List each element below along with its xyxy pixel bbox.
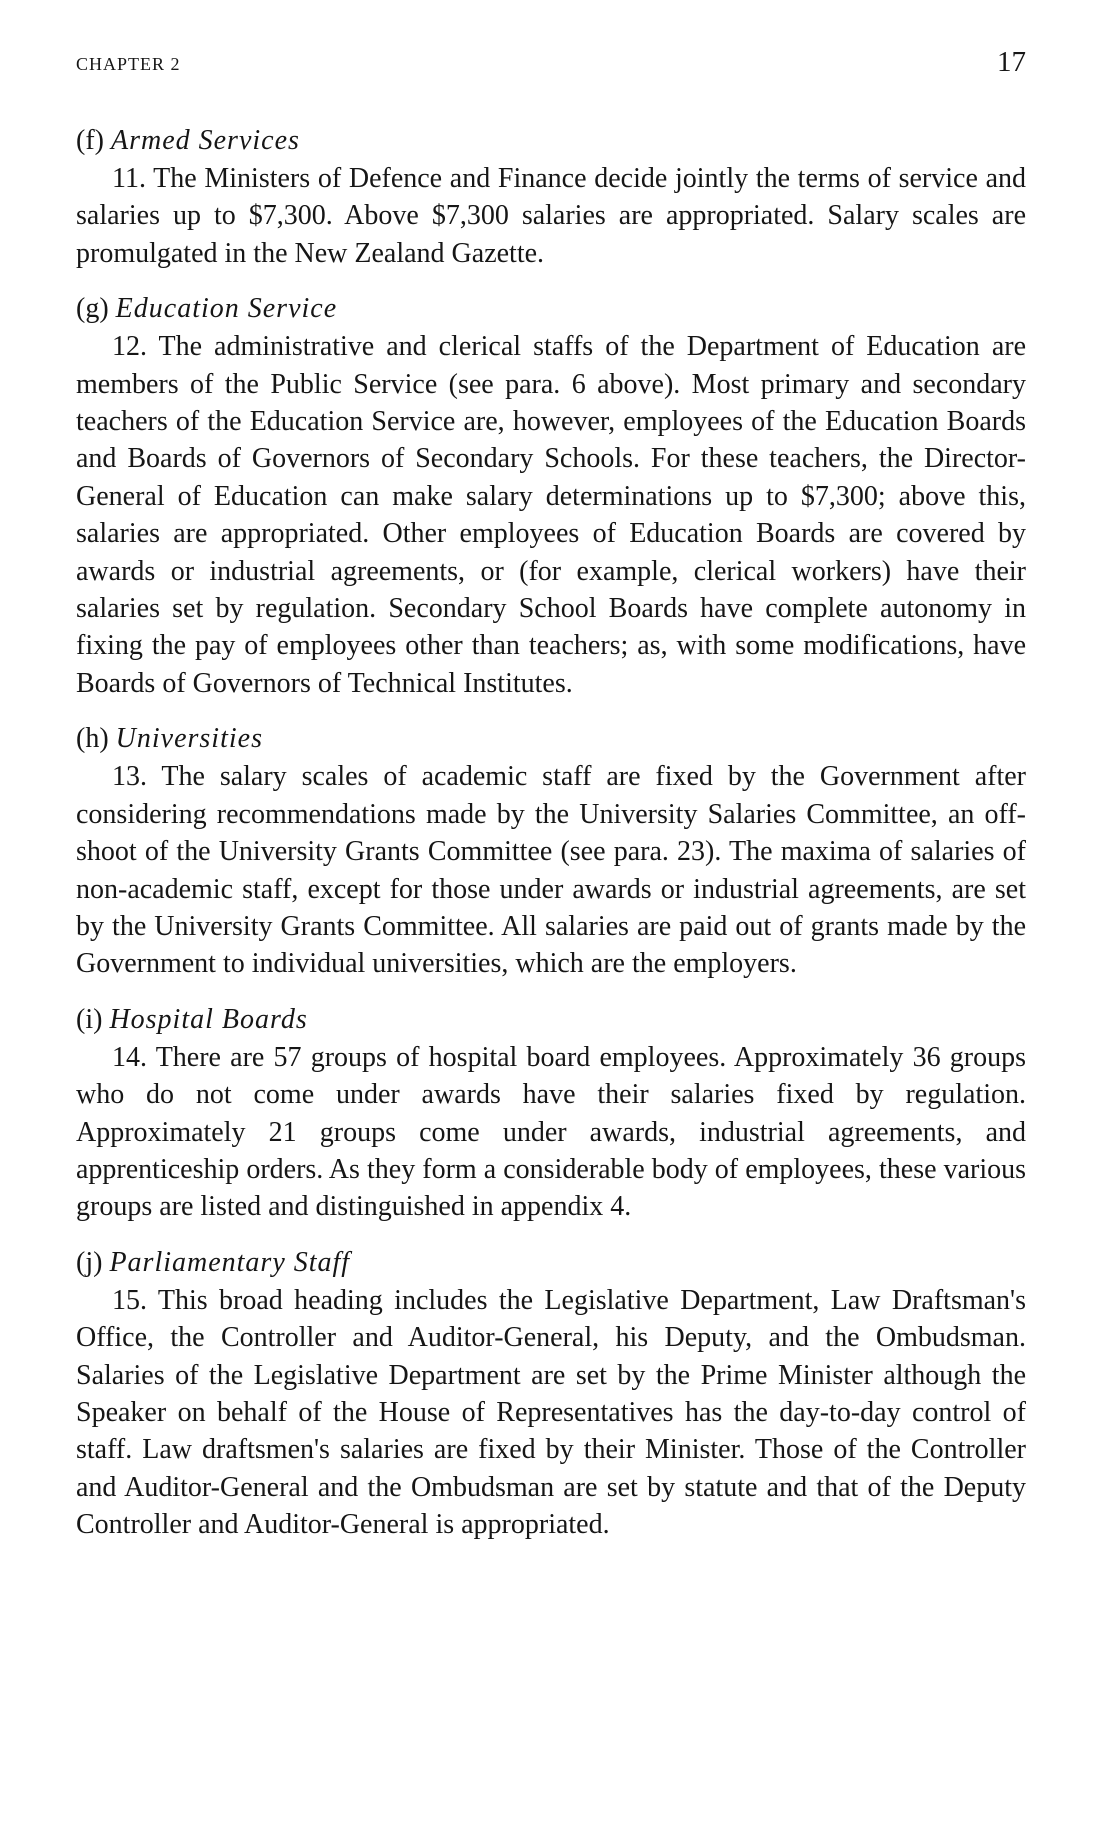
section-heading [76, 122, 1026, 160]
section-label: (g) [76, 293, 109, 325]
chapter-label: CHAPTER 2 [76, 54, 181, 74]
section-title: Hospital Boards [109, 1003, 308, 1035]
section-heading [76, 720, 1026, 758]
section-heading [76, 1244, 1026, 1282]
section-parliamentary-staff [76, 1244, 1026, 1544]
page-number: 17 [997, 46, 1026, 78]
section-title: Education Service [115, 293, 338, 325]
section-paragraph: 14. There are 57 groups of hospital board employees. Approximately 36 groups who do not come under awards have their salaries fixed by regulation. Approximately 21 groups come under awards, industrial agreements, and apprenticeship orders. As they form a considerable body of employees, these various groups are listed and distinguished in appendix 4. [76, 1041, 1026, 1223]
section-label: (f) [76, 125, 104, 156]
section-label: (i) [76, 1003, 103, 1035]
section-title: Parliamentary Staff [109, 1246, 351, 1278]
section-armed-services [76, 122, 1026, 272]
section-title: Universities [115, 723, 263, 755]
section-label: (h) [76, 723, 109, 755]
section-heading [76, 290, 1026, 328]
section-universities [76, 720, 1026, 982]
section-heading [76, 1001, 1026, 1039]
section-title: Armed Services [110, 125, 300, 156]
section-label: (j) [76, 1246, 103, 1278]
section-education-service [76, 290, 1026, 702]
section-paragraph: 12. The administrative and clerical staffs of the Department of Education are members of the Public Service (see para. 6 above). Most primary and secondary teachers of the Education Service are, however, employees of the Education Boards and Boards of Governors of Secondary Schools. For these teachers, the Director-General of Education can make salary determinations up to $7,300; above this, salaries are appropriated. Other employees of Education Boards are covered by awards or industrial agreements, or (for example, clerical workers) have their salaries set by regulation. Secondary School Boards have complete autonomy in fixing the pay of employees other than teachers; as, with some modifications, have Boards of Governors of Technical Institutes. [76, 331, 1026, 699]
page-header [76, 46, 1026, 104]
document-page [76, 46, 1026, 1826]
section-paragraph: 15. This broad heading includes the Legislative Department, Law Draftsman's Office, the Controller and Auditor-General, his Deputy, and the Ombudsman. Salaries of the Legislative Department are set by the Prime Minister although the Speaker on behalf of the House of Representatives has the day-to-day control of staff. Law draftsmen's salaries are fixed by their Minister. Those of the Controller and Auditor-General and the Ombudsman are set by statute and that of the Deputy Controller and Auditor-General is appropriated. [76, 1284, 1026, 1541]
section-hospital-boards [76, 1001, 1026, 1226]
section-paragraph: 11. The Ministers of Defence and Finance decide jointly the terms of service and salaries up to $7,300. Above $7,300 salaries are appropriated. Salary scales are promulgated in the New Zealand Gazette. [76, 163, 1026, 269]
section-paragraph: 13. The salary scales of academic staff are fixed by the Government after considering recommendations made by the University Salaries Committee, an off-shoot of the University Grants Committee (see para. 23). The maxima of salaries of non-academic staff, except for those under awards or industrial agreements, are set by the University Grants Committee. All salaries are paid out of grants made by the Government to individual universities, which are the employers. [76, 761, 1026, 980]
